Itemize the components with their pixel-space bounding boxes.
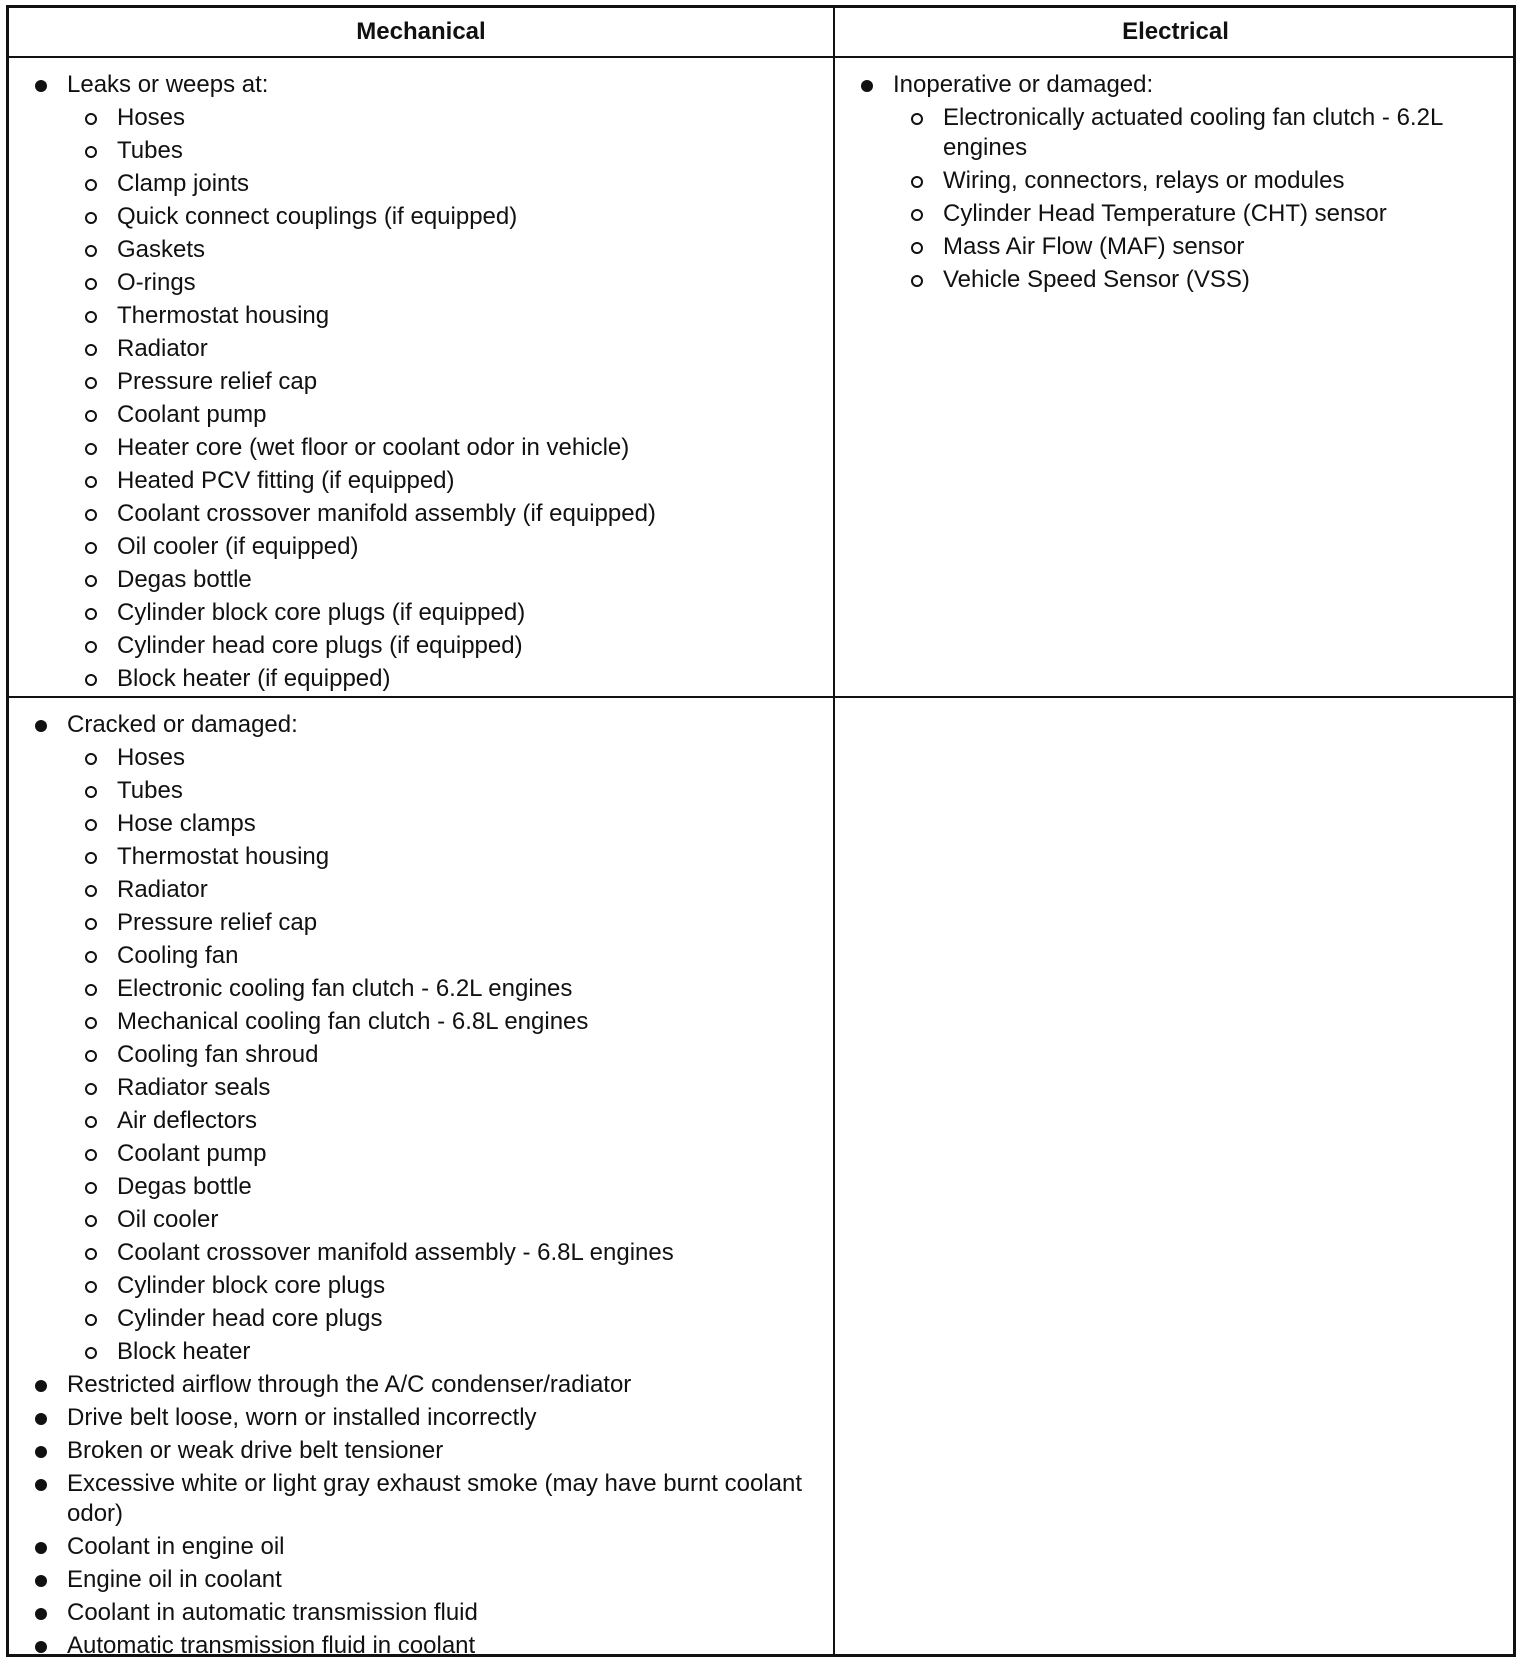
cell-row2-mechanical xyxy=(9,698,833,1659)
sub-item: Clamp joints xyxy=(67,169,821,199)
cell-row1-mechanical xyxy=(9,58,833,696)
sub-item: Degas bottle xyxy=(67,1172,821,1202)
bullet-item: Automatic transmission fluid in coolant xyxy=(9,1631,833,1661)
sub-item: Heated PCV fitting (if equipped) xyxy=(67,466,821,496)
bullet-item: Excessive white or light gray exhaust smoke (may have burnt coolant odor) xyxy=(9,1469,833,1529)
bullet-text: Inoperative or damaged: xyxy=(893,71,1154,98)
sub-item: Block heater xyxy=(67,1337,821,1367)
sub-item: Cooling fan xyxy=(67,941,821,971)
sub-item: Cylinder head core plugs xyxy=(67,1304,821,1334)
sub-item: Electronic cooling fan clutch - 6.2L engines xyxy=(67,974,821,1004)
bullet-item: Drive belt loose, worn or installed incorrectly xyxy=(9,1403,833,1433)
sub-item: Mechanical cooling fan clutch - 6.8L engines xyxy=(67,1007,821,1037)
sub-item: Pressure relief cap xyxy=(67,367,821,397)
sub-item: Hose clamps xyxy=(67,809,821,839)
sub-item: Coolant pump xyxy=(67,400,821,430)
sub-item: Thermostat housing xyxy=(67,842,821,872)
sub-item: O-rings xyxy=(67,268,821,298)
bullet-item: Coolant in engine oil xyxy=(9,1532,833,1562)
bullet-item: Coolant in automatic transmission fluid xyxy=(9,1598,833,1628)
bullet-item xyxy=(9,710,833,1367)
sub-item: Cylinder head core plugs (if equipped) xyxy=(67,631,821,661)
sub-item: Heater core (wet floor or coolant odor in vehicle) xyxy=(67,433,821,463)
sub-item: Radiator seals xyxy=(67,1073,821,1103)
bullet-item: Broken or weak drive belt tensioner xyxy=(9,1436,833,1466)
header-mechanical: Mechanical xyxy=(356,18,486,45)
sub-item: Air deflectors xyxy=(67,1106,821,1136)
sub-item: Quick connect couplings (if equipped) xyxy=(67,202,821,232)
bullet-item: Engine oil in coolant xyxy=(9,1565,833,1595)
sub-item: Cylinder Head Temperature (CHT) sensor xyxy=(893,199,1504,229)
sub-item: Electronically actuated cooling fan clutch - 6.2L engines xyxy=(893,103,1504,163)
symptom-table xyxy=(6,5,1516,1657)
sub-item: Cylinder block core plugs (if equipped) xyxy=(67,598,821,628)
sub-item: Hoses xyxy=(67,103,821,133)
sub-item: Cylinder block core plugs xyxy=(67,1271,821,1301)
sub-item: Hoses xyxy=(67,743,821,773)
sub-item: Wiring, connectors, relays or modules xyxy=(893,166,1504,196)
sub-item: Pressure relief cap xyxy=(67,908,821,938)
bullet-item xyxy=(9,70,833,694)
sub-item: Gaskets xyxy=(67,235,821,265)
sub-item: Coolant pump xyxy=(67,1139,821,1169)
sub-item: Radiator xyxy=(67,334,821,364)
bullet-item: Restricted airflow through the A/C condenser/radiator xyxy=(9,1370,833,1400)
sub-item: Mass Air Flow (MAF) sensor xyxy=(893,232,1504,262)
bullet-item xyxy=(835,70,1516,295)
sub-item: Oil cooler (if equipped) xyxy=(67,532,821,562)
bullet-text: Leaks or weeps at: xyxy=(67,71,269,98)
sub-item: Degas bottle xyxy=(67,565,821,595)
sub-item: Block heater (if equipped) xyxy=(67,664,821,694)
sub-item: Tubes xyxy=(67,136,821,166)
header-electrical: Electrical xyxy=(1122,18,1229,45)
sub-item: Coolant crossover manifold assembly (if equipped) xyxy=(67,499,821,529)
sub-item: Thermostat housing xyxy=(67,301,821,331)
sub-item: Oil cooler xyxy=(67,1205,821,1235)
sub-item: Radiator xyxy=(67,875,821,905)
bullet-text: Cracked or damaged: xyxy=(67,711,298,738)
cell-row2-electrical xyxy=(835,698,1516,1654)
sub-item: Cooling fan shroud xyxy=(67,1040,821,1070)
sub-item: Coolant crossover manifold assembly - 6.8L engines xyxy=(67,1238,821,1268)
sub-item: Tubes xyxy=(67,776,821,806)
sub-item: Vehicle Speed Sensor (VSS) xyxy=(893,265,1504,295)
cell-row1-electrical xyxy=(835,58,1516,696)
